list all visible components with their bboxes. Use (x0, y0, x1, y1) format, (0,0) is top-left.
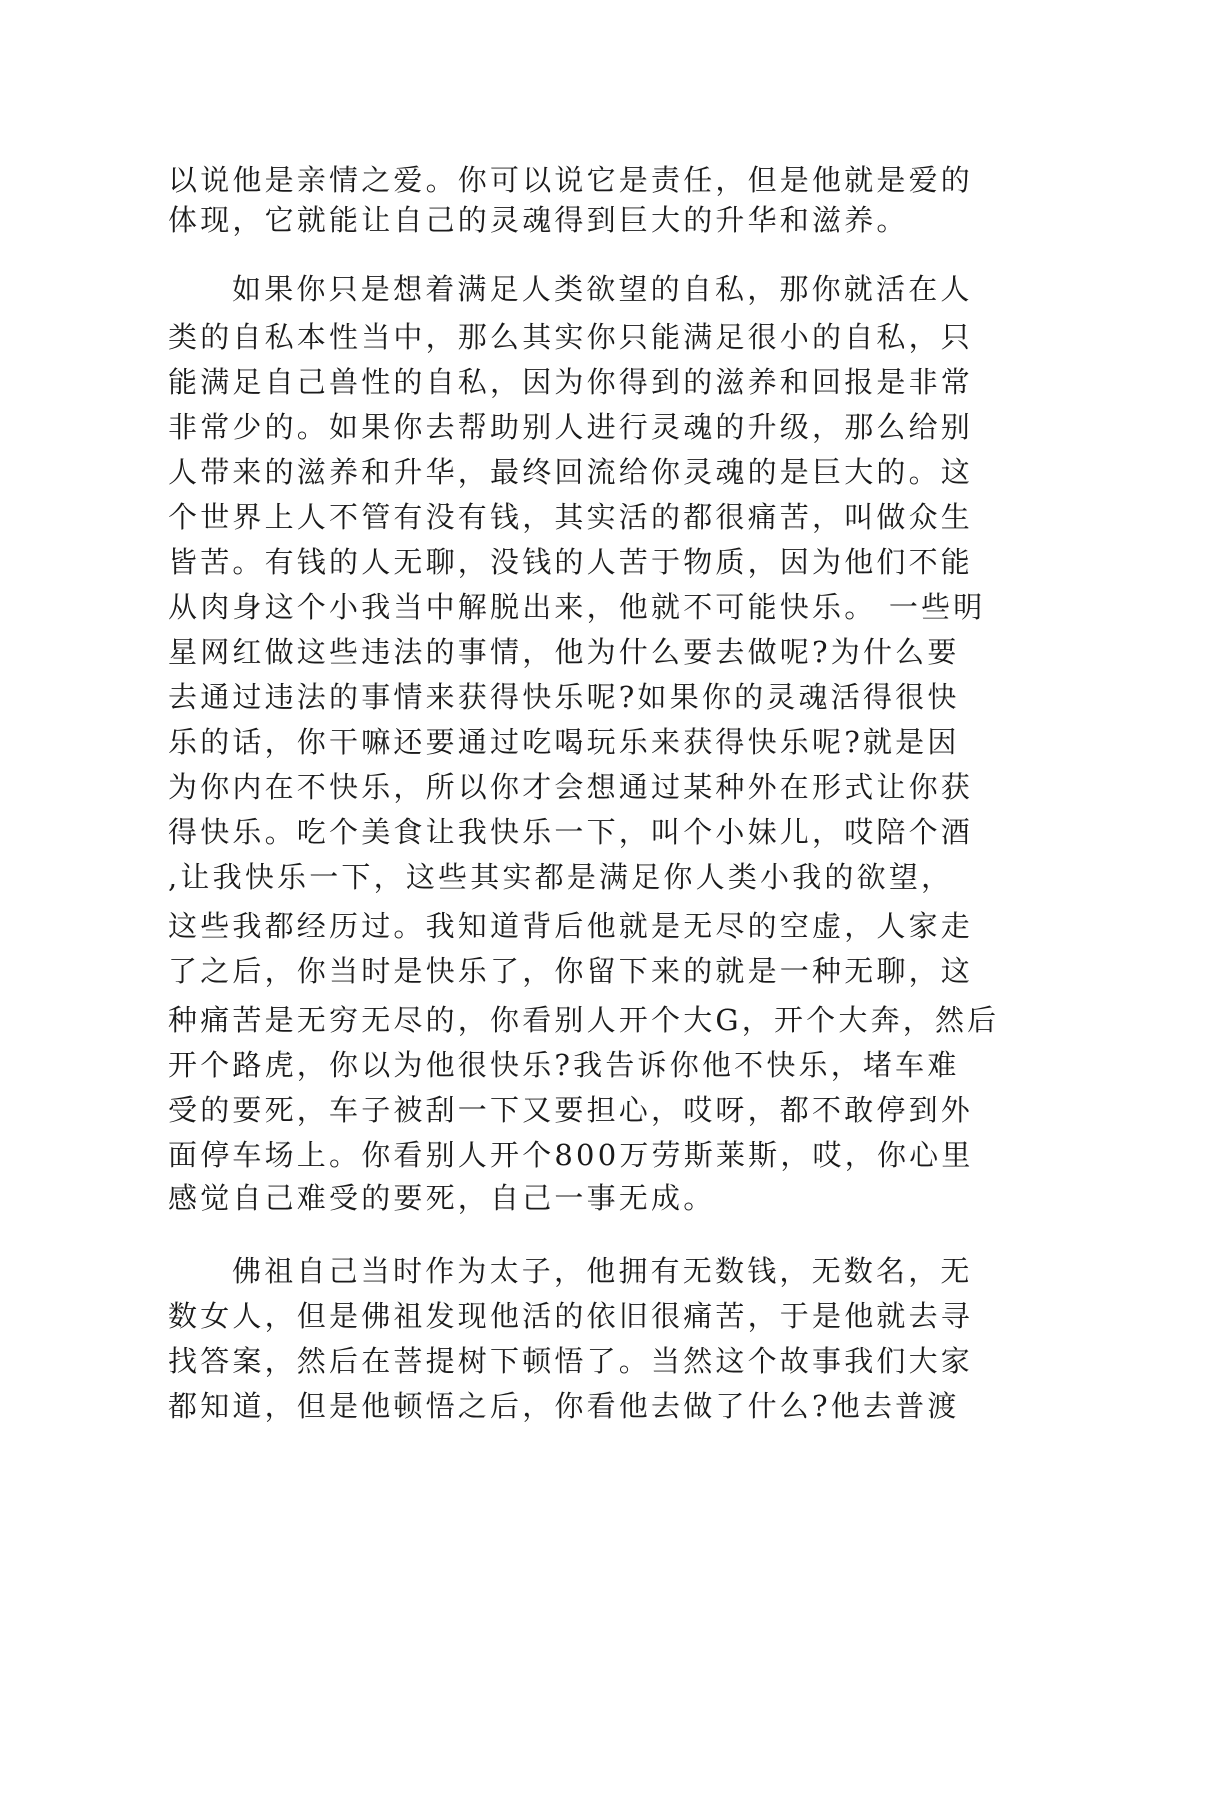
text-line: 受的要死，车子被刮一下又要担心，哎呀，都不敢停到外 (168, 1093, 974, 1127)
text-line: 都知道，但是他顿悟之后，你看他去做了什么?他去普渡 (168, 1389, 960, 1423)
text-line: 佛祖自己当时作为太子，他拥有无数钱，无数名，无 (232, 1254, 973, 1288)
text-line: 为你内在不快乐，所以你才会想通过某种外在形式让你获 (168, 770, 974, 804)
text-line: 开个路虎，你以为他很快乐?我告诉你他不快乐，堵车难 (168, 1048, 960, 1082)
text-line: 皆苦。有钱的人无聊，没钱的人苦于物质，因为他们不能 (168, 545, 974, 579)
text-line: 种痛苦是无穷无尽的，你看别人开个大G，开个大奔，然后 (168, 1003, 1000, 1037)
text-line: 非常少的。如果你去帮助别人进行灵魂的升级，那么给别 (168, 410, 974, 444)
text-line: 这些我都经历过。我知道背后他就是无尽的空虚，人家走 (168, 909, 974, 943)
text-line: 数女人，但是佛祖发现他活的依旧很痛苦，于是他就去寻 (168, 1299, 974, 1333)
text-line: 感觉自己难受的要死，自己一事无成。 (168, 1181, 716, 1215)
text-line: 以说他是亲情之爱。你可以说它是责任，但是他就是爱的 (168, 163, 974, 197)
text-line: 得快乐。吃个美食让我快乐一下，叫个小妹儿，哎陪个酒 (168, 815, 974, 849)
text-line: 去通过违法的事情来获得快乐呢?如果你的灵魂活得很快 (168, 680, 960, 714)
text-line: 找答案，然后在菩提树下顿悟了。当然这个故事我们大家 (168, 1344, 974, 1378)
text-line: ,让我快乐一下，这些其实都是满足你人类小我的欲望， (168, 860, 954, 894)
text-line: 面停车场上。你看别人开个800万劳斯莱斯，哎，你心里 (168, 1138, 974, 1172)
text-line: 个世界上人不管有没有钱，其实活的都很痛苦，叫做众生 (168, 500, 974, 534)
text-line: 体现，它就能让自己的灵魂得到巨大的升华和滋养。 (168, 203, 909, 237)
text-line: 能满足自己兽性的自私，因为你得到的滋养和回报是非常 (168, 365, 974, 399)
text-line: 类的自私本性当中，那么其实你只能满足很小的自私，只 (168, 320, 974, 354)
text-line: 从肉身这个小我当中解脱出来，他就不可能快乐。 一些明 (168, 590, 986, 624)
text-line: 星网红做这些违法的事情，他为什么要去做呢?为什么要 (168, 635, 960, 669)
text-line: 乐的话，你干嘛还要通过吃喝玩乐来获得快乐呢?就是因 (168, 725, 960, 759)
text-line: 如果你只是想着满足人类欲望的自私，那你就活在人 (232, 272, 973, 306)
text-line: 了之后，你当时是快乐了，你留下来的就是一种无聊，这 (168, 954, 974, 988)
text-line: 人带来的滋养和升华，最终回流给你灵魂的是巨大的。这 (168, 455, 974, 489)
